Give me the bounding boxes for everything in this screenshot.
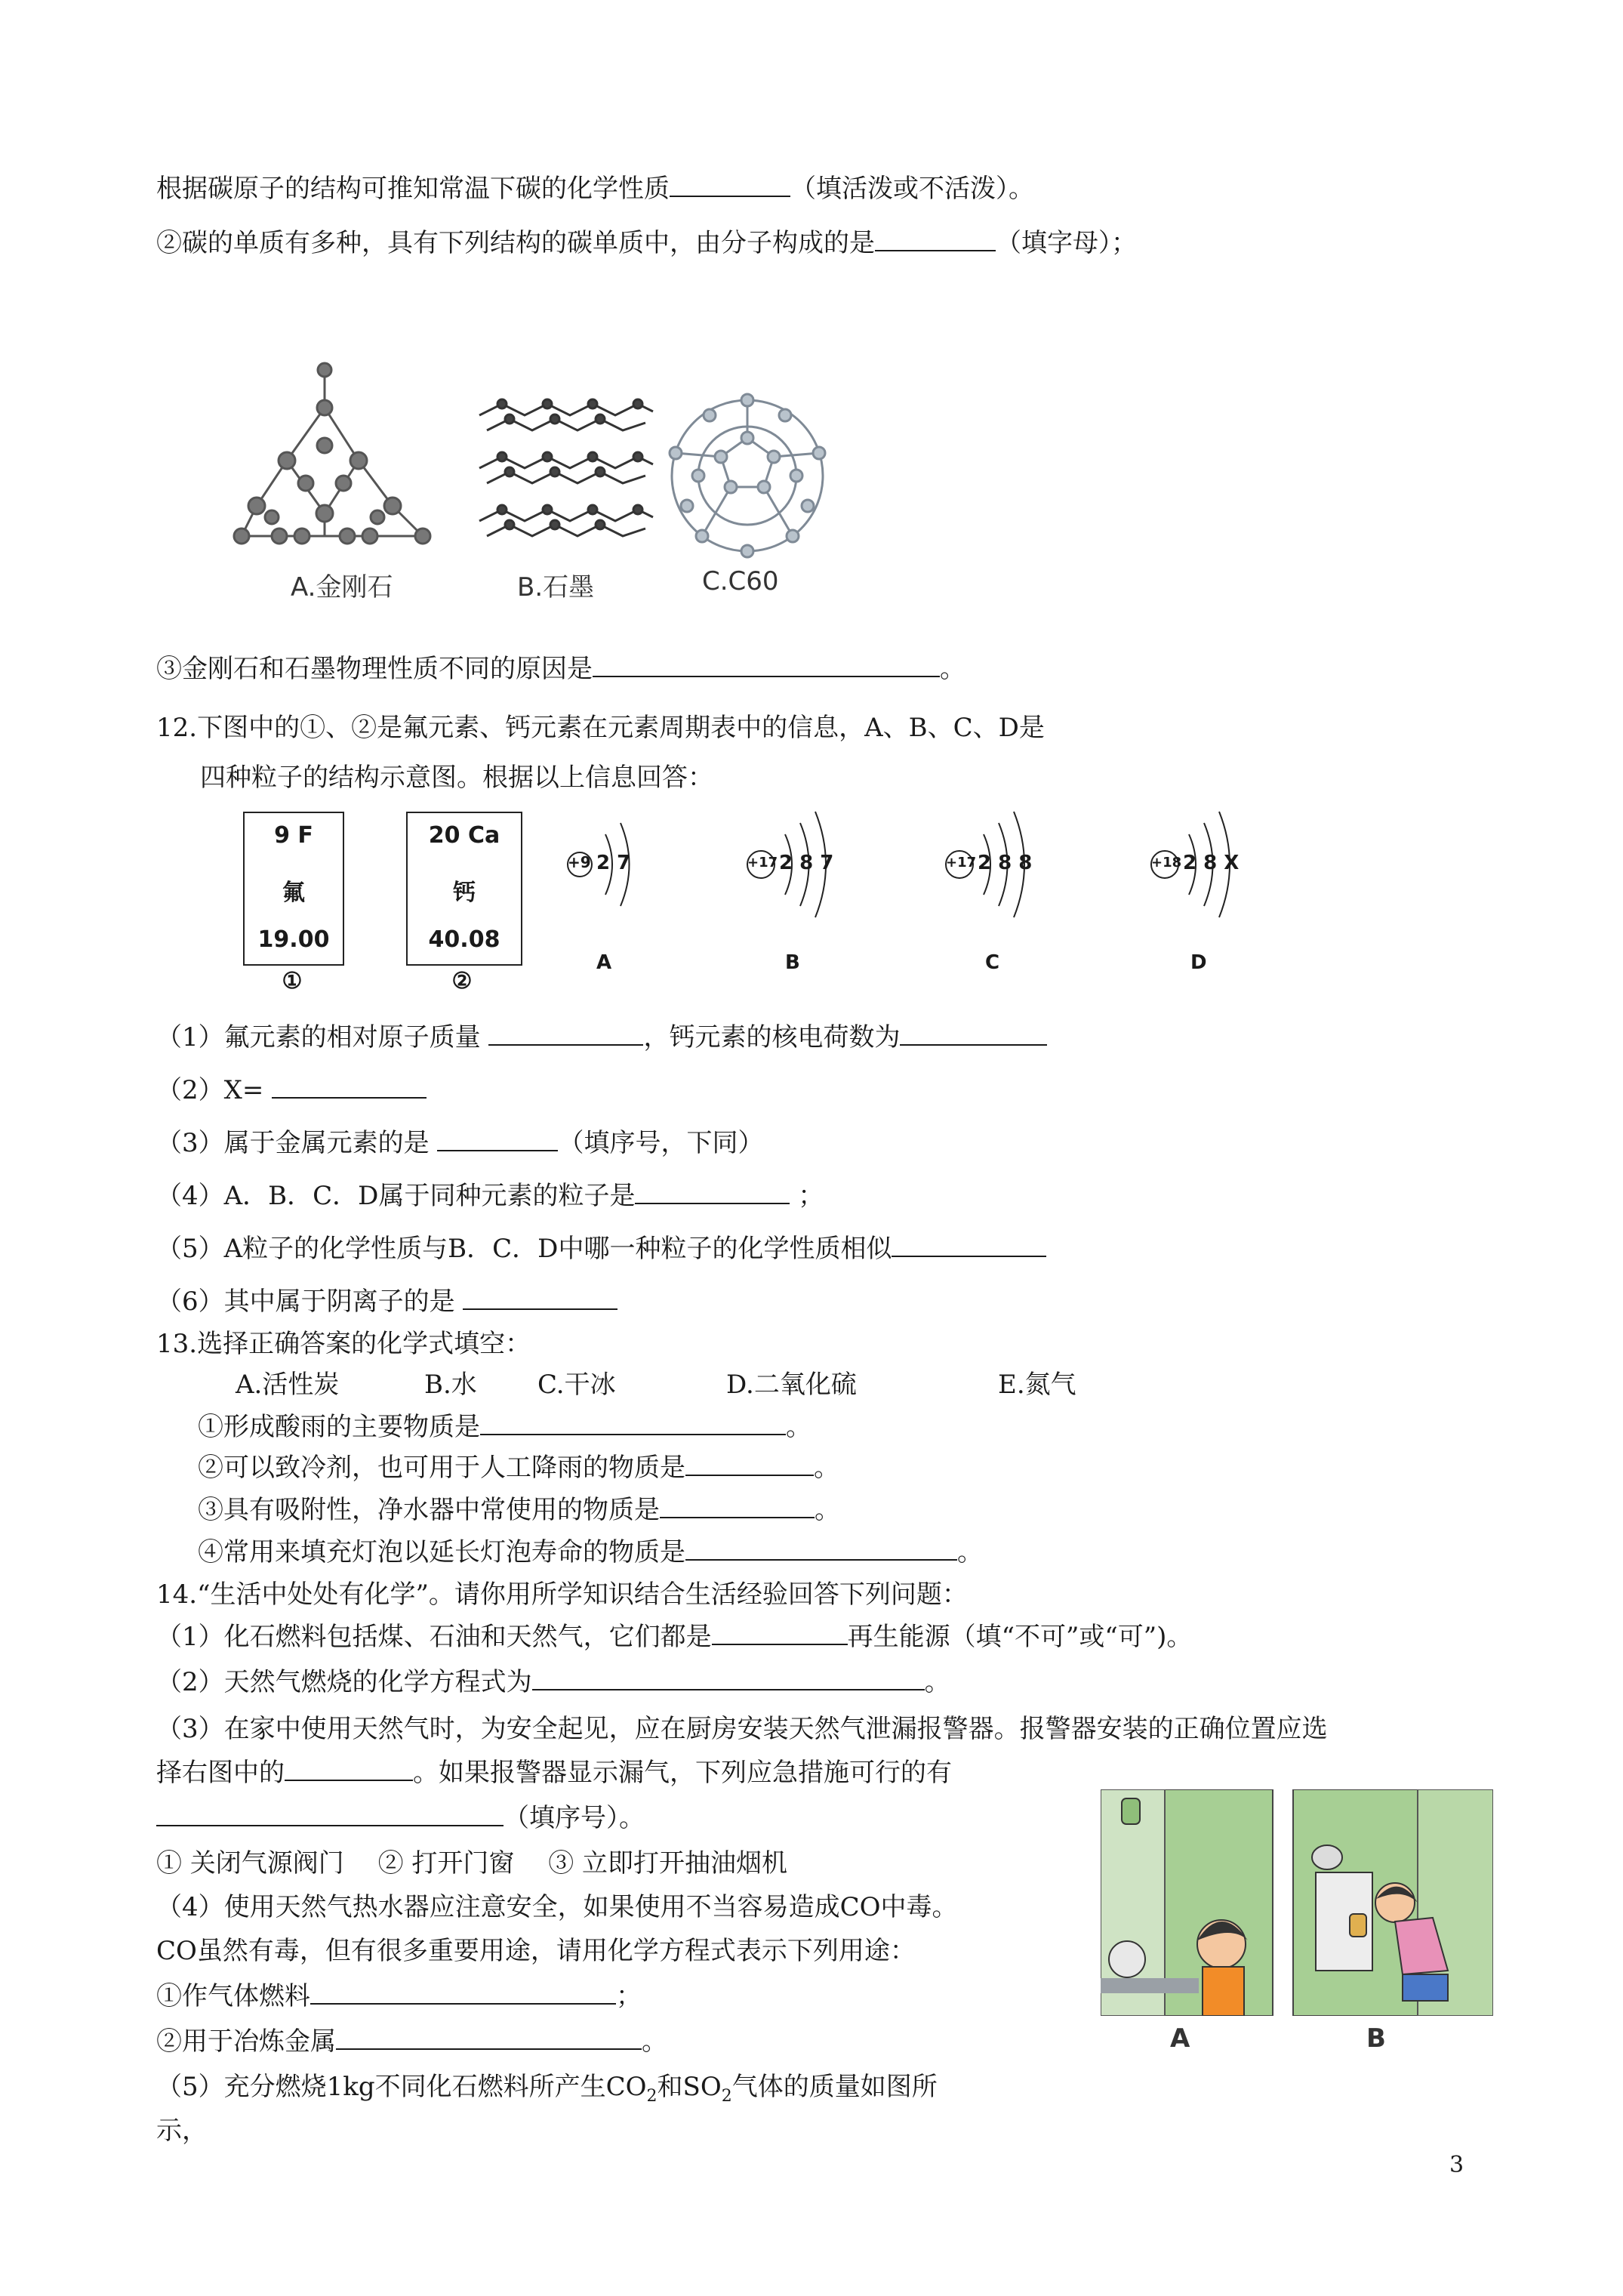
- text: （填字母）；: [996, 228, 1137, 258]
- q13-option-d: D.二氧化硫: [726, 1370, 857, 1400]
- text: （2）天然气燃烧的化学方程式为: [156, 1667, 532, 1697]
- text: （5）A粒子的化学性质与B．C．D中哪一种粒子的化学性质相似: [156, 1234, 892, 1264]
- answer-blank[interactable]: [480, 1411, 786, 1435]
- q14-part4-fuel: [156, 1980, 642, 2013]
- q14-part3-line2: [156, 1756, 952, 1789]
- answer-blank[interactable]: [875, 227, 996, 251]
- text: 。: [815, 1495, 840, 1525]
- text: 。: [786, 1412, 812, 1442]
- q12-part2: [156, 1074, 427, 1107]
- atom-label: A: [596, 951, 612, 974]
- text: 。: [940, 654, 965, 684]
- q13-option-c: C.干冰: [537, 1370, 616, 1400]
- text: （6）其中属于阴离子的是: [156, 1287, 455, 1317]
- subscript: 2: [646, 2086, 658, 2106]
- answer-blank[interactable]: [463, 1286, 617, 1310]
- answer-blank[interactable]: [685, 1536, 957, 1561]
- q14-part4-metal: [156, 2025, 667, 2058]
- q12-part4: [156, 1179, 824, 1213]
- atom-label: B: [785, 951, 800, 974]
- text: （4）A．B．C．D属于同种元素的粒子是: [156, 1181, 636, 1211]
- text: （2）X=: [156, 1075, 264, 1105]
- text: （填序号）。: [504, 1803, 645, 1833]
- q12-part5: [156, 1232, 1046, 1265]
- c60-structure: [670, 394, 825, 557]
- scene-b-label: B: [1366, 2023, 1386, 2054]
- electron-shells: 2 8 7: [779, 852, 834, 874]
- answer-blank[interactable]: [685, 1452, 814, 1476]
- q14-part5-line1: [156, 2070, 938, 2113]
- answer-blank[interactable]: [593, 653, 940, 677]
- q13-option-a: A.活性炭: [236, 1370, 340, 1400]
- q13-part2: [198, 1451, 839, 1484]
- q12-part3: [156, 1126, 763, 1160]
- q13-option-b: B.水: [424, 1370, 477, 1400]
- text: 和SO: [657, 2072, 722, 2102]
- element-name: 钙: [453, 880, 476, 906]
- text: 。: [957, 1537, 983, 1567]
- element-card-label: ①: [282, 968, 303, 994]
- text: 择右图中的: [156, 1758, 285, 1788]
- answer-blank[interactable]: [285, 1757, 413, 1781]
- q14-part1: [156, 1620, 1192, 1653]
- q12-part6: [156, 1285, 617, 1318]
- kitchen-scenes-svg: [1101, 1789, 1493, 2016]
- text: ①形成酸雨的主要物质是: [198, 1412, 480, 1442]
- element-name: 氟: [282, 880, 305, 906]
- electron-shells: 2 8 8: [978, 852, 1033, 874]
- text: （填活泼或不活泼）。: [790, 174, 1034, 204]
- calcium-element-card: [406, 812, 522, 966]
- text: （1）化石燃料包括煤、石油和天然气，它们都是: [156, 1622, 712, 1652]
- answer-blank[interactable]: [488, 1022, 643, 1046]
- answer-blank[interactable]: [670, 173, 790, 197]
- text: 根据碳原子的结构可推知常温下碳的化学性质: [156, 174, 670, 204]
- electron-shells: 2 7: [596, 852, 631, 874]
- answer-blank[interactable]: [310, 1980, 616, 2005]
- nucleus-charge: +9: [568, 853, 591, 871]
- graphite-structure: [479, 399, 653, 536]
- text: 气体的质量如图所: [731, 2072, 938, 2102]
- question-12-intro: 12.下图中的①、②是氟元素、钙元素在元素周期表中的信息，A、B、C、D是: [156, 713, 1045, 743]
- fluorine-element-card: [243, 812, 344, 966]
- text: ，钙元素的核电荷数为: [643, 1022, 901, 1052]
- text: （3）属于金属元素的是: [156, 1128, 430, 1158]
- answer-blank[interactable]: [437, 1127, 558, 1151]
- text: 。: [924, 1667, 950, 1697]
- answer-blank[interactable]: [712, 1621, 848, 1645]
- answer-blank[interactable]: [156, 1802, 504, 1826]
- carbon-structures-figure: [226, 355, 830, 612]
- text: ②碳的单质有多种，具有下列结构的碳单质中，由分子构成的是: [156, 228, 875, 258]
- text: ④常用来填充灯泡以延长灯泡寿命的物质是: [198, 1537, 685, 1567]
- q13-option-e: E.氮气: [998, 1370, 1076, 1400]
- q14-part3-options: ① 关闭气源阀门 ② 打开门窗 ③ 立即打开抽油烟机: [156, 1848, 788, 1878]
- q14-part3-line3: [156, 1801, 645, 1835]
- q13-part3: [198, 1493, 840, 1527]
- text: 。如果报警器显示漏气，下列应急措施可行的有: [413, 1758, 952, 1788]
- element-card-label: ②: [451, 968, 473, 994]
- carbon-molecule-line: [156, 227, 1137, 260]
- text: （1）氟元素的相对原子质量: [156, 1022, 481, 1052]
- q13-part4: [198, 1536, 983, 1569]
- atom-label: C: [985, 951, 1000, 974]
- gas-alarm-kitchen-figure: [1101, 1789, 1493, 2061]
- diamond-caption: A.金刚石: [291, 572, 393, 603]
- text: 再生能源（填“不可”或“可”)。: [847, 1622, 1193, 1652]
- q14-part5-line2: 示，: [156, 2116, 208, 2146]
- scene-a-label: A: [1170, 2023, 1190, 2054]
- text: ③具有吸附性，净水器中常使用的物质是: [198, 1495, 660, 1525]
- text: 。: [642, 2026, 667, 2057]
- q12-part1: [156, 1021, 1047, 1054]
- diamond-structure: [234, 363, 430, 544]
- answer-blank[interactable]: [900, 1022, 1047, 1046]
- c60-caption: C.C60: [702, 566, 779, 596]
- text: （5）充分燃烧1kg不同化石燃料所产生CO: [156, 2072, 647, 2102]
- q14-part4-line2: CO虽然有毒，但有很多重要用途，请用化学方程式表示下列用途：: [156, 1936, 916, 1966]
- subscript: 2: [721, 2086, 732, 2106]
- nucleus-charge: +17: [946, 855, 977, 871]
- text: ；: [798, 1181, 824, 1211]
- text: ①作气体燃料: [156, 1981, 310, 2011]
- diamond-graphite-line: [156, 652, 965, 686]
- answer-blank[interactable]: [336, 2026, 642, 2050]
- element-mass: 40.08: [428, 926, 500, 953]
- nucleus-charge: +18: [1151, 855, 1182, 871]
- element-symbol: 20 Ca: [428, 822, 500, 849]
- text: ③金刚石和石墨物理性质不同的原因是: [156, 654, 593, 684]
- nucleus-charge: +17: [747, 855, 778, 871]
- answer-blank[interactable]: [635, 1180, 790, 1204]
- page-number: 3: [1449, 2152, 1464, 2178]
- element-mass: 19.00: [257, 926, 330, 953]
- q14-part4-line1: （4）使用天然气热水器应注意安全，如果使用不当容易造成CO中毒。: [156, 1892, 958, 1922]
- answer-blank[interactable]: [272, 1074, 427, 1099]
- question-13-intro: 13.选择正确答案的化学式填空：: [156, 1329, 531, 1359]
- electron-shells: 2 8 X: [1183, 852, 1240, 874]
- answer-blank[interactable]: [532, 1666, 925, 1690]
- question-14-intro: 14.“生活中处处有化学”。请你用所学知识结合生活经验回答下列问题：: [156, 1579, 968, 1610]
- atom-structure-diagrams: [559, 800, 1313, 982]
- text: （填序号，下同）: [558, 1128, 764, 1158]
- question-12-intro-cont: 四种粒子的结构示意图。根据以上信息回答：: [200, 763, 713, 793]
- text: 。: [814, 1453, 839, 1483]
- element-symbol: 9 F: [274, 822, 313, 849]
- answer-blank[interactable]: [892, 1233, 1046, 1257]
- q13-part1: [198, 1410, 812, 1444]
- text: ；: [616, 1981, 642, 2011]
- answer-blank[interactable]: [660, 1494, 815, 1518]
- text: ②用于冶炼金属: [156, 2026, 336, 2057]
- carbon-property-line: [156, 172, 1034, 205]
- text: ②可以致冷剂，也可用于人工降雨的物质是: [198, 1453, 685, 1483]
- atom-label: D: [1190, 951, 1207, 974]
- q14-part3-line1: （3）在家中使用天然气时，为安全起见，应在厨房安装天然气泄漏报警器。报警器安装的正确位置应选: [156, 1714, 1328, 1744]
- graphite-caption: B.石墨: [517, 572, 595, 603]
- q14-part2: [156, 1666, 950, 1699]
